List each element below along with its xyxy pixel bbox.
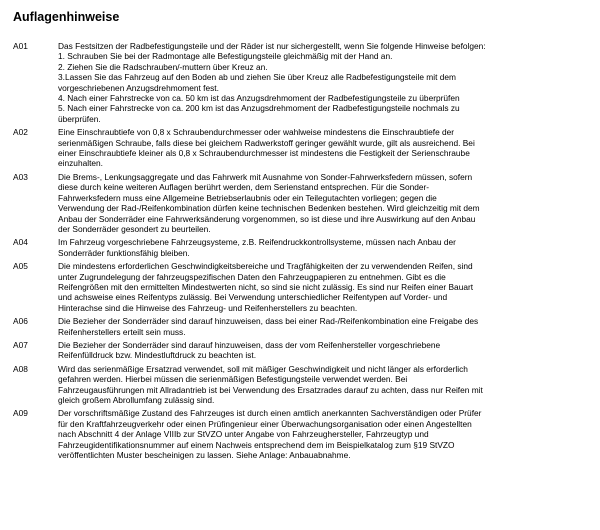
requirement-code: A09 <box>13 408 28 419</box>
text-line: für den Kraftfahrzeugverkehr oder einen Prüfingenieur einer Überwachungsorganisation oder einen Angestellten <box>58 418 472 429</box>
text-line: veröffentlichten Muster bescheinigen zu lassen. Siehe Anlage: Anbauabnahme. <box>58 450 351 461</box>
text-line: Hinterachse sind die Hinweise des Fahrzeug- und Reifenherstellers zu beachten. <box>58 302 358 313</box>
requirement-item-a06 <box>13 316 584 337</box>
text-line: und achsweise eines Reifentyps zulässig. Bei Verwendung unterschiedlicher Reifentypen auf Vorder- und <box>58 292 448 303</box>
requirement-text <box>58 340 584 361</box>
requirement-code: A05 <box>13 261 28 272</box>
text-line: Fahrzeugidentifikationsnummer auf einem Nachweis entsprechend dem im Beispielkatalog zum §19 StVZO <box>58 439 455 450</box>
text-line: Wird das serienmäßige Ersatzrad verwendet, soll mit mäßiger Geschwindigkeit und nicht länger als erforderlich <box>58 363 468 374</box>
text-line: 5. Nach einer Fahrstrecke von ca. 200 km ist das Anzugsdrehmoment der Radbefestigungsteile nochmals zu <box>58 103 460 114</box>
requirement-item-a02 <box>13 127 584 169</box>
text-line: Sonderräder funktionsfähig bleiben. <box>58 247 190 258</box>
text-line: vorgeschriebenen Anzugsdrehmoment fest. <box>58 82 219 93</box>
requirement-code: A01 <box>13 41 28 51</box>
requirement-list <box>13 41 584 460</box>
text-line: Reifenfülldruck bzw. Mindestluftdruck zu beachten ist. <box>58 350 257 361</box>
requirement-item-a08 <box>13 364 584 406</box>
text-line: Reifenherstellers erteilt sein muss. <box>58 326 186 337</box>
requirement-item-a03 <box>13 172 584 234</box>
text-line: der Sonderräder gesondert zu beurteilen. <box>58 223 211 234</box>
text-line: Verwendung der Rad-/Reifenkombination dürfen keine technischen Bedenken bestehen. Wird gleichzeitig mit dem <box>58 203 480 214</box>
text-line: nach Abschnitt 4 der Anlage VIIIb zur StVZO unter Angabe von Fahrzeughersteller, Fahrzeugtyp und <box>58 429 429 440</box>
text-line: 4. Nach einer Fahrstrecke von ca. 50 km ist das Anzugsdrehmoment der Radbefestigungsteile zu überprüfen <box>58 93 460 104</box>
text-line: Die Bezieher der Sonderräder sind darauf hinzuweisen, dass bei einer Rad-/Reifenkombination eine Freigabe des <box>58 316 479 327</box>
text-line: Fahrzeugausführungen mit Allradantrieb ist bei Verwendung des Ersatzrades darauf zu achten, dass nur Reifen mit <box>58 384 483 395</box>
requirement-item-a01 <box>13 41 584 124</box>
text-line: Die Bezieher der Sonderräder sind darauf hinzuweisen, dass der vom Reifenhersteller vorgeschriebene <box>58 339 441 350</box>
requirement-code: A03 <box>13 171 28 182</box>
text-line: Eine Einschraubtiefe von 0,8 x Schraubendurchmesser oder wahlweise mindestens die Einschraubtiefe der <box>58 127 455 138</box>
text-line: serienmäßigen Schraube, falls diese bei gleichem Radwerkstoff geringer gewählt wurde, gilt als ausreichend. Bei <box>58 137 475 148</box>
requirement-text <box>58 408 584 460</box>
requirement-code: A07 <box>13 339 28 350</box>
text-line: Die mindestens erforderlichen Geschwindigkeitsbereiche und Tragfähigkeiten der zu verwendenden Reifen, sind <box>58 261 473 272</box>
requirement-code: A04 <box>13 237 28 248</box>
requirement-text <box>58 316 584 337</box>
requirement-code: A06 <box>13 316 28 327</box>
requirement-item-a04 <box>13 237 584 258</box>
requirement-code: A08 <box>13 363 28 374</box>
text-line: Die Brems-, Lenkungsaggregate und das Fahrwerk mit Ausnahme von Sonder-Fahrwerksfedern müssen, sofern <box>58 171 473 182</box>
text-line: gefahren werden. Hierbei müssen die serienmäßigen Befestigungsteile verwendet werden. Bei <box>58 374 408 385</box>
text-line: 3.Lassen Sie das Fahrzeug auf den Boden ab und ziehen Sie über Kreuz alle Radbefestigungsteile mit dem <box>58 72 456 83</box>
text-line: gleich großem Abrollumfang zulässig sind. <box>58 395 215 405</box>
requirement-text <box>58 261 584 313</box>
requirement-item-a07 <box>13 340 584 361</box>
requirement-text <box>58 237 584 258</box>
requirement-code: A02 <box>13 127 28 138</box>
text-line: einzuhalten. <box>58 158 103 169</box>
requirement-item-a09 <box>13 408 584 460</box>
text-line: Anbau der Sonderräder eine Fahrwerksänderung vorgenommen, so ist diese und ihre Auswirkung auf den Anbau <box>58 213 476 224</box>
text-line: diese durch keine weiteren Auflagen berührt werden, dem Serienstand entsprechen. Für die Sonder- <box>58 182 430 193</box>
text-line: überprüfen. <box>58 113 101 124</box>
text-line: einer Einschraubtiefe kleiner als 0,8 x Schraubendurchmesser ist mindestens die Festigkeit der Serienschraube <box>58 148 470 159</box>
requirement-item-a05 <box>13 261 584 313</box>
text-line: Der vorschriftsmäßige Zustand des Fahrzeuges ist durch einen amtlich anerkannten Sachverständigen oder Prüfer <box>58 408 482 419</box>
text-line: Im Fahrzeug vorgeschriebene Fahrzeugsysteme, z.B. Reifendruckkontrollsysteme, müssen nach Anbau der <box>58 237 456 248</box>
text-line: 1. Schrauben Sie bei der Radmontage alle Befestigungsteile gleichmäßig mit der Hand an. <box>58 51 393 62</box>
text-line: 2. Ziehen Sie die Radschrauben/-muttern über Kreuz an. <box>58 61 268 72</box>
document-title: Auflagenhinweise <box>13 10 120 24</box>
requirement-text <box>58 127 584 169</box>
requirement-text <box>58 41 584 124</box>
text-line: Fahrwerksfedern muss eine Allgemeine Betriebserlaubnis oder ein Teilegutachten vorliegen; gegen die <box>58 192 437 203</box>
requirement-text <box>58 172 584 234</box>
text-line: unter Zugrundelegung der fahrzeugspezifischen Daten den Fahrzeugpapieren zu entnehmen. Gibt es die <box>58 271 446 282</box>
text-line: Reifengrößen mit den ermittelten Mindestwerten nicht, so sind sie nicht zulässig. Es sind nur Reifen einer Bauart <box>58 281 474 292</box>
text-line: Das Festsitzen der Radbefestigungsteile und der Räder ist nur sichergestellt, wenn Sie folgende Hinweise befolgen: <box>58 41 486 51</box>
requirement-text <box>58 364 584 406</box>
